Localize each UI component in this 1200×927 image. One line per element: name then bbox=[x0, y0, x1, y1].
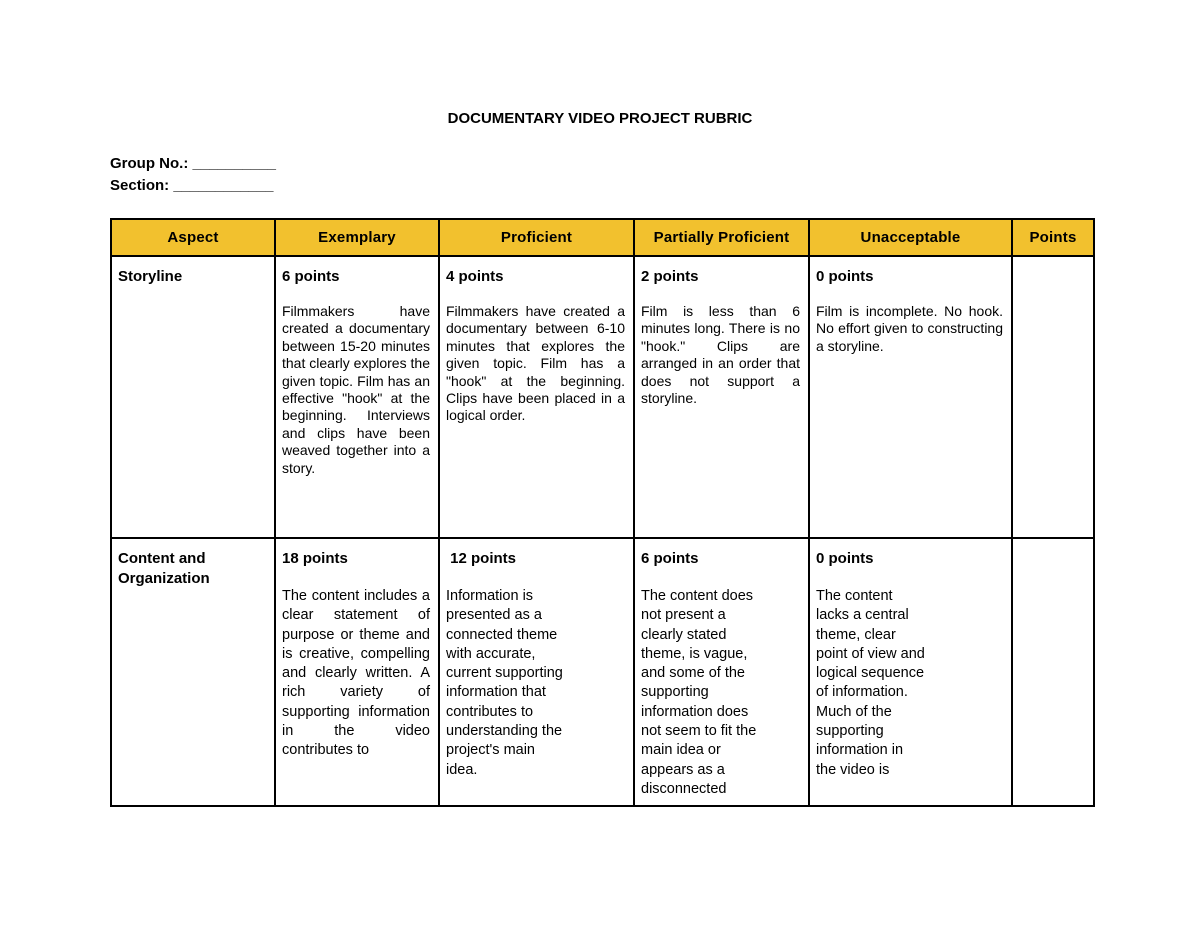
points-label: 0 points bbox=[816, 268, 874, 285]
exemplary-cell bbox=[275, 256, 439, 538]
criteria-text: Film is less than 6 minutes long. There is no "hook." Clips are arranged in an order that does not support a storyline. bbox=[641, 303, 800, 407]
header-unacceptable: Unacceptable bbox=[809, 219, 1012, 256]
proficient-cell bbox=[439, 538, 634, 806]
criteria-text: The content lacks a central theme, clear point of view and logical sequence of information. Much of the supporting information in the video is bbox=[816, 588, 925, 778]
points-label: 0 points bbox=[816, 550, 874, 567]
criteria-text: Filmmakers have created a documentary between 15-20 minutes that clearly explores the given topic. Film has an effective "hook" at the beginning. Interviews and clips have been weaved together into a story. bbox=[282, 303, 430, 476]
aspect-label: Content and Organization bbox=[118, 550, 210, 587]
header-exemplary: Exemplary bbox=[275, 219, 439, 256]
points-label: 12 points bbox=[446, 550, 517, 567]
header-row bbox=[111, 219, 1094, 256]
criteria-text: Filmmakers have created a documentary between 6-10 minutes that explores the given topic. Film has a "hook" at the beginning. Clips have been placed in a logical order. bbox=[446, 303, 625, 424]
unacceptable-cell bbox=[809, 256, 1012, 538]
criteria-text: The content does not present a clearly stated theme, is vague, and some of the supporting information does not seem to fit the main idea or appears as a disconnected bbox=[641, 588, 757, 797]
points-label: 6 points bbox=[641, 550, 699, 567]
unacceptable-cell bbox=[809, 538, 1012, 806]
criteria-text: Information is presented as a connected theme with accurate, current supporting information that contributes to understanding the project's main idea. bbox=[446, 588, 563, 778]
score-cell[interactable] bbox=[1012, 256, 1094, 538]
aspect-cell bbox=[111, 256, 275, 538]
header-proficient: Proficient bbox=[439, 219, 634, 256]
document-title: DOCUMENTARY VIDEO PROJECT RUBRIC bbox=[447, 110, 753, 127]
table-row-content-organization bbox=[111, 538, 1094, 806]
header-points: Points bbox=[1012, 219, 1094, 256]
exemplary-cell bbox=[275, 538, 439, 806]
partially-proficient-cell bbox=[634, 538, 809, 806]
points-label: 4 points bbox=[446, 268, 504, 285]
header-aspect: Aspect bbox=[111, 219, 275, 256]
rubric-table bbox=[110, 218, 1095, 807]
aspect-cell bbox=[111, 538, 275, 806]
aspect-label: Storyline bbox=[118, 268, 183, 285]
score-cell[interactable] bbox=[1012, 538, 1094, 806]
points-label: 6 points bbox=[282, 268, 340, 285]
group-number-line: Group No.: __________ bbox=[110, 155, 276, 172]
criteria-text: Film is incomplete. No hook. No effort given to constructing a storyline. bbox=[816, 303, 1003, 354]
points-label: 18 points bbox=[282, 550, 348, 567]
points-label: 2 points bbox=[641, 268, 699, 285]
section-line: Section: ____________ bbox=[110, 177, 274, 194]
criteria-text: The content includes a clear statement of purpose or theme and is creative, compelling and clearly written. A rich variety of supporting information in the video contributes to bbox=[282, 588, 430, 759]
table-row-storyline bbox=[111, 256, 1094, 538]
partially-proficient-cell bbox=[634, 256, 809, 538]
header-partially-proficient: Partially Proficient bbox=[634, 219, 809, 256]
proficient-cell bbox=[439, 256, 634, 538]
